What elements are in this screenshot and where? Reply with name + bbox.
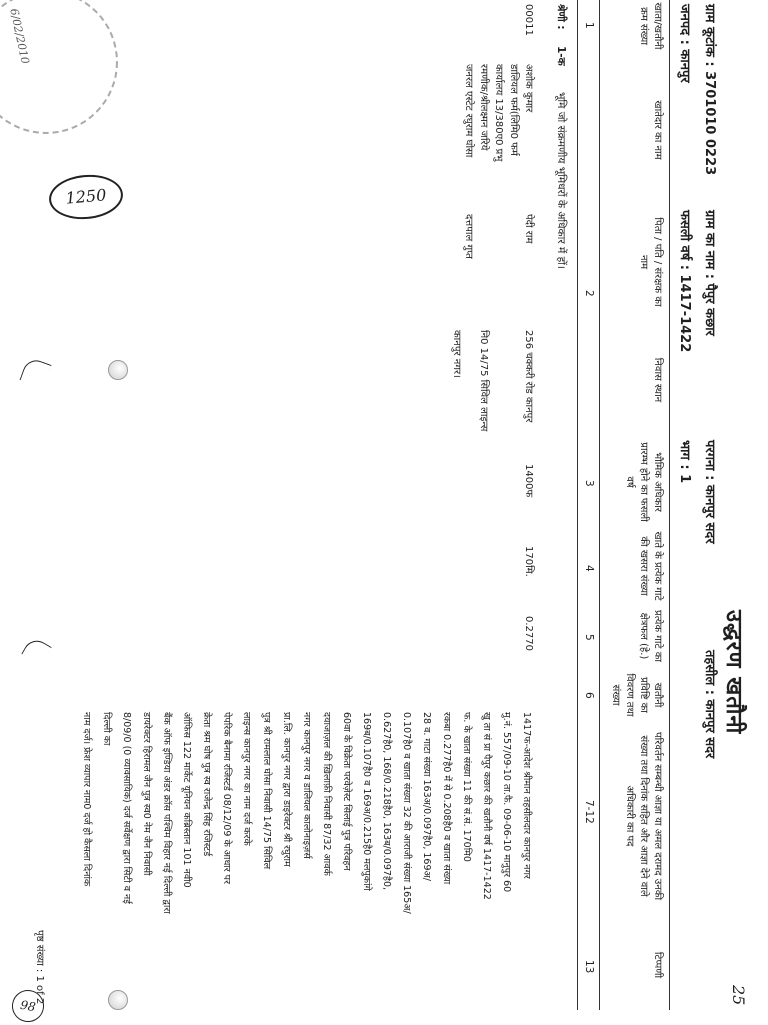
document-title: उद्धरण खतौनी [721,610,746,735]
col-head-orders: परिवर्तन सम्बन्धी आज्ञा या अमल दरामद उनकी संख्या तथा दिनांक सहित और आज्ञा देने वाले अधिकारी का पद [624,731,663,901]
remark-line: लाइन्स कानपुर नगर का नाम दर्ज करके [241,712,252,846]
residence-line: नि0 14/75 सिविल लाइन्स [478,330,489,432]
remark-line: मु.नं. 557/09-10 ता.फै. 09-06-10 मानुपुर 60 [501,712,512,893]
col-head-year: भौमिक अधिकार प्रारम्भ होने का फसली वर्ष [624,442,663,522]
handwritten-top-right: 25 [729,985,748,1006]
col-num-2: 2 [583,290,595,297]
pen-mark-1 [19,356,51,388]
order-details [76,712,536,927]
col-num-1: 1 [583,22,595,29]
remark-line: 60वा के विक्रेता परवेज़ेस्ट सिलाई पुत्र परिवहन [341,712,352,871]
plot-area: 0.2770 [523,616,534,651]
remark-line: 1417फ-आदेश श्रीमान तहसीलदार कानपुर नगर [521,712,532,879]
punch-hole-right [108,990,128,1010]
rights-year: 1400फ [523,464,534,498]
col-head-residence: निवास स्थान [652,357,663,403]
remark-line: क्रेता श्रम घोष पुत्र स्व राजेन्द्र सिंह रजिस्टर्ड [201,712,212,857]
owner-line: कार्यालय 13/380ए0 प्रभु [493,64,504,162]
table-top-rule [669,0,670,1010]
residence [449,330,536,440]
col-head-khasra: खाते के प्रत्येक गाटे की खसरा संख्या [638,531,663,601]
stamp-date: 6/02/2010 [7,7,32,66]
remark-line: पेपरिक बैनामा रजिस्टर्ड 08/12/09 के आधार पर [221,712,232,884]
pargana: परगना : कानपुर सदर [702,440,717,544]
owner-line: डालियल फर्म(लिमि0 फर्म [508,64,519,156]
col-head-father: पिता / पति / संरक्षक का नाम [638,217,663,307]
remark-line: डायरेक्टर हिरामल जैन पुत्र स्व0 नेम जैन निवासी [141,712,152,876]
remark-line: 28 व. गाटा संख्या 163अ/0.097है0, 169अ/ [421,712,432,881]
col-num-5: 5 [583,634,595,641]
remark-line: नाम दर्ज। फ्रेश व्यापार नाम0 दर्ज हो कैसला दिनांक [81,712,92,887]
remark-line: पुत्र श्री रामलाल घोसा निवासी 14/75 सिविल [261,712,272,870]
col-head-owner: खातेदार का नाम [652,100,663,160]
father-name: पेदी राम [523,214,534,244]
col-num-13: 13 [583,960,595,974]
col-head-khata: खाता/खतौनी क्रम संख्या [638,2,663,50]
remark-line: बैंक ऑफ इण्डिया अंडर क्रॉस पश्चिम विहार नई दिल्ली द्वारा [161,712,172,914]
remark-line: 0.627है0, 168/0.218है0, 163ब/0.097है0, [381,712,392,891]
father-sub: दत्तपाल गुप्त [463,214,474,259]
district: जनपद : कानपुर [677,4,692,83]
handwritten-circled-number: 1250 [47,172,125,222]
tehsil: तहसील : कानपुर सदर [702,650,717,759]
owner-name [461,64,536,204]
remark-line: खु ता सं प्रा पैपुर कछार की खतौनी वर्ष 1417-1422 [481,712,492,900]
remark-line: 169ब/0.107है0 व 169अ/0.215है0 मलपुकांगे [361,712,372,891]
category-desc: भूमि जो संक्रमणीय भूमिधरों के अधिकार में हों। [555,92,567,269]
fasli-year: फसली वर्ष : 1417-1422 [677,210,692,353]
owner-line: अशोक कुमार [523,64,534,113]
khasra-number: 170मि. [523,546,534,577]
pen-mark-2 [21,636,51,666]
village-name: ग्राम का नाम : पैपुर कछार [702,210,717,336]
col-number-top-rule [599,0,600,1010]
col-num-6: 6 [583,692,595,699]
col-num-3: 3 [583,480,595,487]
remark-line: 0.107है0 व खाता संख्या 32 की आराजी संख्या 165अ/ [401,712,412,914]
category-label: श्रेणी : [555,4,567,30]
col-num-4: 4 [583,565,595,572]
khata-number: 00011 [523,4,534,36]
remark-line: रकबा 0.277है0 में से 0.208है0 व खाता संख्या [441,712,452,885]
residence-line: 256 चक्करी रोड कानपुर [523,330,534,423]
village-code: ग्राम कूटांक : 3701010 0223 [702,4,717,176]
remark-line: दयाजाज़ल की ख़िलाफ़ी निवासी 87/32 आवर्क [321,712,332,876]
category-code: 1-क [555,46,567,66]
handwritten-page-circle: 98 [9,987,46,1024]
remark-line: ऑफिस 122 मार्केट यूनियन कब्रिस्तान 101 नवी0 [181,712,192,888]
owner-line: रमणीक/श्रीलक्ष्मन जरिये [478,64,489,151]
part: भाग : 1 [677,440,692,484]
punch-hole-left [108,360,128,380]
remark-line: 8/09/0 (0 व्यावसायिक) दर्ज सर्वेक्षण द्वारा सिटी व नई दिल्ली का [101,712,132,904]
col-num-7-12: 7-12 [583,800,595,824]
col-head-remark: टिप्पणी [652,951,663,979]
col-number-bottom-rule [577,0,578,1010]
remark-line: नगर कानपुर नगर व डालियल कालोनाइज़र्स [301,712,312,859]
remark-line: फ. के खाता संख्या 11 की सं.सं. 170मि0 [461,712,472,862]
page-number: पृष्ठ संख्या : 1 of 2 [34,930,45,1005]
owner-line: जनरल एस्टेट रघुराम घोसा [463,64,474,158]
residence-line: कानपुर नगर। [451,330,462,378]
remark-line: प्रा.लि. कानपुर नगर द्वारा डाइरेक्टर श्री रघुराम [281,712,292,867]
col-head-area: प्रत्येक गाटे का क्षेत्रफल (हे.) [638,610,663,662]
col-head-entry: खतौनी प्रविष्टि का विवरण तथा संख्या [610,673,663,717]
